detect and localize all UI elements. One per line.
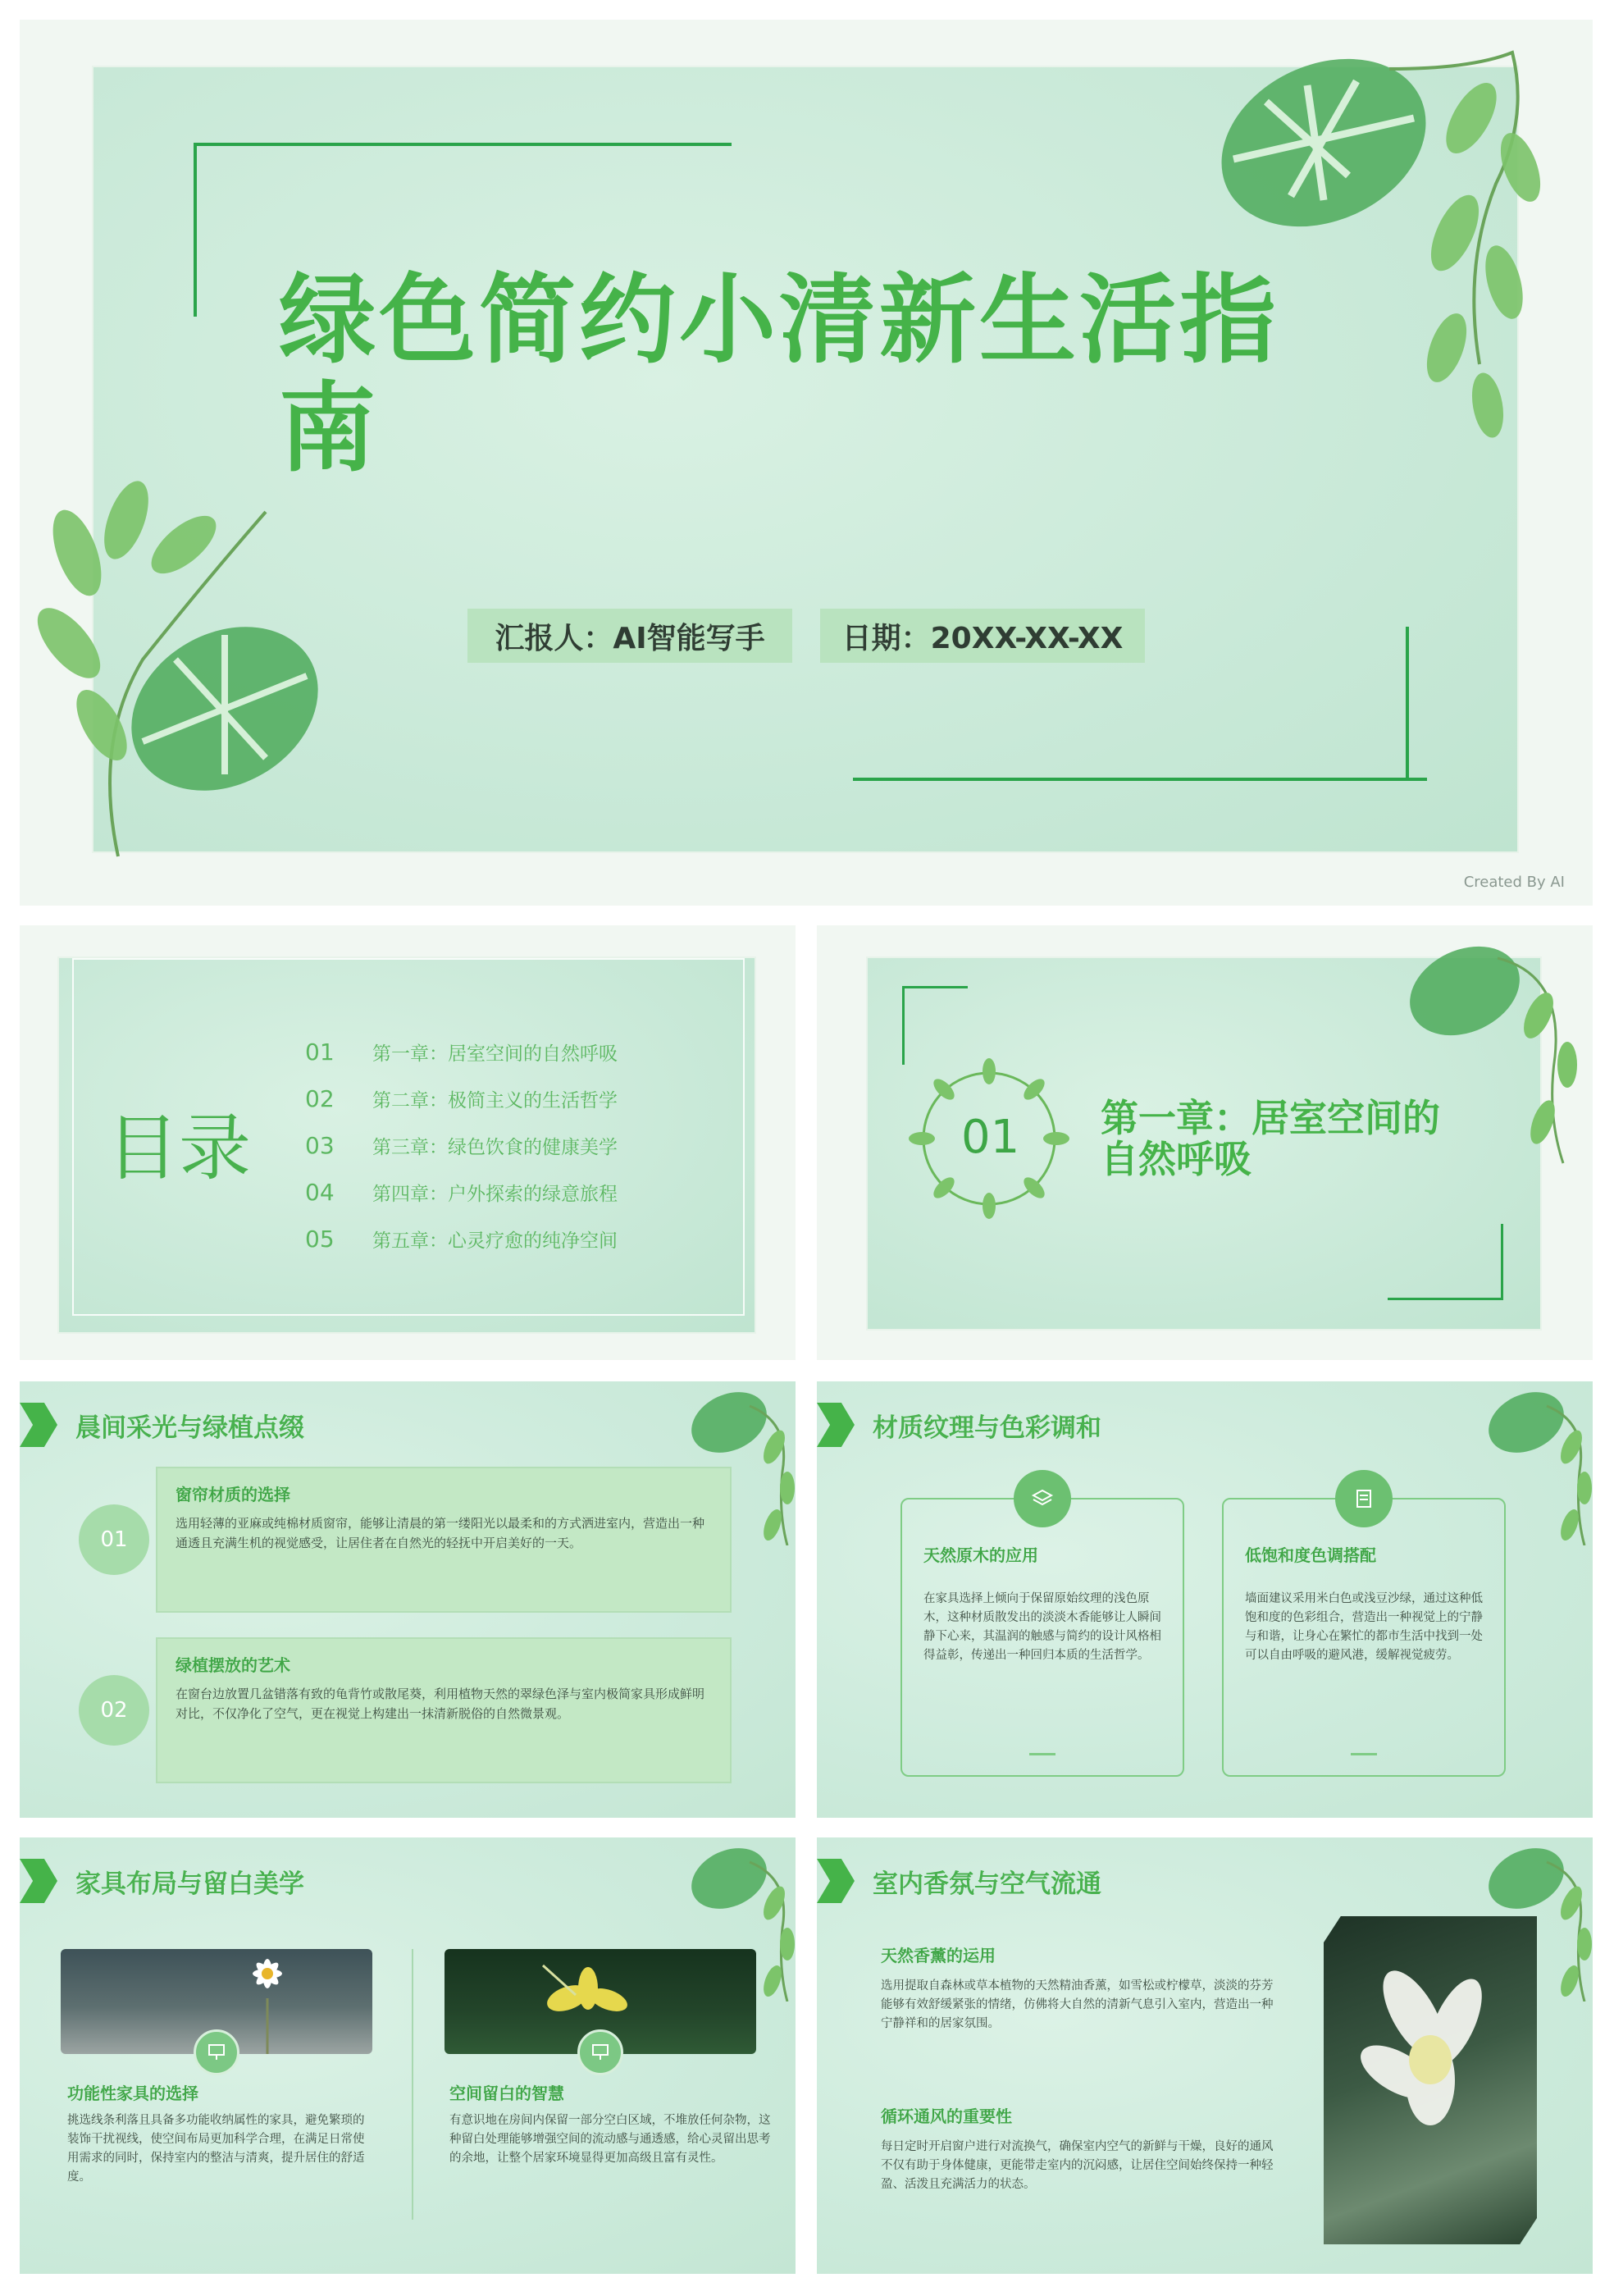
morning-light-slide: [20, 1381, 796, 1818]
monstera-leaf-icon: [1201, 20, 1570, 463]
top-left-corner-line-v: [194, 143, 197, 317]
credit-text: Created By AI: [1463, 874, 1565, 891]
panel-body: 选用轻薄的亚麻或纯棉材质窗帘，能够让清晨的第一缕阳光以最柔和的方式洒进室内，营造出一种通透且充满生机的视觉感受，让居住者在自然光的轻抚中开启美好的一天。: [176, 1516, 705, 1550]
toc-item[interactable]: [305, 1038, 618, 1066]
chapter-corner-line-h: [902, 986, 968, 988]
panel-title: 窗帘材质的选择: [176, 1485, 290, 1504]
column-divider: [412, 1949, 413, 2220]
aroma-slide: [817, 1837, 1593, 2274]
chapter-number: 01: [961, 1111, 1020, 1164]
item-title: 天然香薰的运用: [881, 1946, 996, 1965]
item-title: 空间留白的智慧: [449, 2084, 564, 2103]
bottom-right-corner-line-v: [1406, 627, 1409, 781]
section-title: 材质纹理与色彩调和: [873, 1413, 1101, 1443]
toc-item[interactable]: [305, 1226, 618, 1253]
section-header: [817, 1859, 1101, 1903]
section-header: [817, 1403, 1101, 1447]
toc-num: 04: [305, 1179, 335, 1206]
toc-num: 02: [305, 1085, 335, 1112]
material-slide: [817, 1381, 1593, 1818]
note-icon: [1335, 1470, 1393, 1527]
chapter-title-line2: 自然呼吸: [1101, 1137, 1252, 1181]
chapter-corner-line-h2: [1388, 1298, 1502, 1300]
feature-card: [1222, 1498, 1506, 1777]
toc-label: 第五章：心灵疗愈的纯净空间: [372, 1230, 618, 1252]
toc-num: 05: [305, 1226, 335, 1253]
bottom-right-corner-line-h: [853, 778, 1427, 781]
reporter-pill: 汇报人：AI智能写手: [467, 609, 792, 663]
top-left-corner-line-h: [194, 143, 732, 146]
presentation-icon: [577, 2029, 623, 2075]
card-title: 低饱和度色调搭配: [1245, 1545, 1376, 1565]
item-title: 循环通风的重要性: [881, 2107, 1012, 2126]
daffodil-photo: [1324, 1916, 1537, 2244]
section-title: 室内香氛与空气流通: [873, 1869, 1101, 1899]
toc-title: 目录: [107, 1106, 252, 1190]
card-dash: [1029, 1753, 1055, 1755]
step-number: 02: [79, 1675, 149, 1746]
item-body: 有意识地在房间内保留一部分空白区域，不堆放任何杂物，这种留白处理能够增强空间的流动感与通透感，给心灵留出思考的余地，让整个居家环境显得更加高级且富有灵性。: [449, 2114, 771, 2165]
info-panel: [156, 1467, 732, 1613]
section-header: [20, 1859, 304, 1903]
item-body: 每日定时开启窗户进行对流换气，确保室内空气的新鲜与干燥，良好的通风不仅有助于身体健康，更能带走室内的沉闷感，让居住空间始终保持一种轻盈、活泼且充满活力的状态。: [881, 2140, 1274, 2191]
card-title: 天然原木的应用: [923, 1545, 1038, 1565]
fern-leaf-icon: [20, 446, 364, 873]
date-pill: 日期：20XX-XX-XX: [820, 609, 1145, 663]
section-arrow-icon: [817, 1403, 855, 1447]
card-body: 墙面建议采用米白色或浅豆沙绿，通过这种低饱和度的色彩组合，营造出一种视觉上的宁静与和谐，让身心在繁忙的都市生活中找到一处可以自由呼吸的避风港，缓解视觉疲劳。: [1245, 1592, 1483, 1662]
chapter-title-line1: 第一章：居室空间的: [1101, 1096, 1440, 1140]
info-panel: [156, 1637, 732, 1783]
toc-label: 第三章：绿色饮食的健康美学: [372, 1137, 618, 1158]
cover-slide: [20, 20, 1593, 906]
section-title: 家具布局与留白美学: [75, 1869, 304, 1899]
toc-label: 第二章：极简主义的生活哲学: [372, 1090, 618, 1111]
cover-title: 绿色简约小清新生活指南: [279, 263, 1280, 485]
toc-item[interactable]: [305, 1132, 618, 1159]
toc-item[interactable]: [305, 1085, 618, 1112]
chapter-corner-line-v: [902, 986, 905, 1065]
panel-title: 绿植摆放的艺术: [176, 1655, 290, 1675]
section-arrow-icon: [817, 1859, 855, 1903]
toc-num: 03: [305, 1132, 335, 1159]
section-title: 晨间采光与绿植点缀: [75, 1413, 304, 1443]
panel-body: 在窗台边放置几盆错落有致的龟背竹或散尾葵，利用植物天然的翠绿色泽与室内极简家具形成鲜明对比，不仅净化了空气，更在视觉上构建出一抹清新脱俗的自然微景观。: [176, 1687, 705, 1721]
toc-num: 01: [305, 1038, 335, 1066]
toc-label: 第一章：居室空间的自然呼吸: [372, 1043, 618, 1065]
presentation-icon: [194, 2029, 239, 2075]
section-header: [20, 1403, 304, 1447]
card-body: 在家具选择上倾向于保留原始纹理的浅色原木，这种材质散发出的淡淡木香能够让人瞬间静下心来，其温润的触感与简约的设计风格相得益彰，传递出一种回归本质的生活哲学。: [923, 1592, 1161, 1662]
item-body: 选用提取自森林或草本植物的天然精油香薰，如雪松或柠檬草，淡淡的芬芳能够有效舒缓紧张的情绪，仿佛将大自然的清新气息引入室内，营造出一种宁静祥和的居家氛围。: [881, 1979, 1274, 2030]
section-arrow-icon: [20, 1403, 57, 1447]
layers-icon: [1014, 1470, 1071, 1527]
toc-item[interactable]: [305, 1179, 618, 1206]
toc-label: 第四章：户外探索的绿意旅程: [372, 1184, 618, 1205]
chapter-corner-line-v2: [1501, 1224, 1503, 1300]
card-dash: [1351, 1753, 1377, 1755]
section-arrow-icon: [20, 1859, 57, 1903]
furniture-slide: [20, 1837, 796, 2274]
feature-card: [900, 1498, 1184, 1777]
step-number: 01: [79, 1504, 149, 1575]
item-title: 功能性家具的选择: [67, 2084, 198, 2103]
item-body: 挑选线条利落且具备多功能收纳属性的家具，避免繁琐的装饰干扰视线，使空间布局更加科学合理，在满足日常使用需求的同时，保持室内的整洁与清爽，提升居住的舒适度。: [67, 2114, 365, 2184]
